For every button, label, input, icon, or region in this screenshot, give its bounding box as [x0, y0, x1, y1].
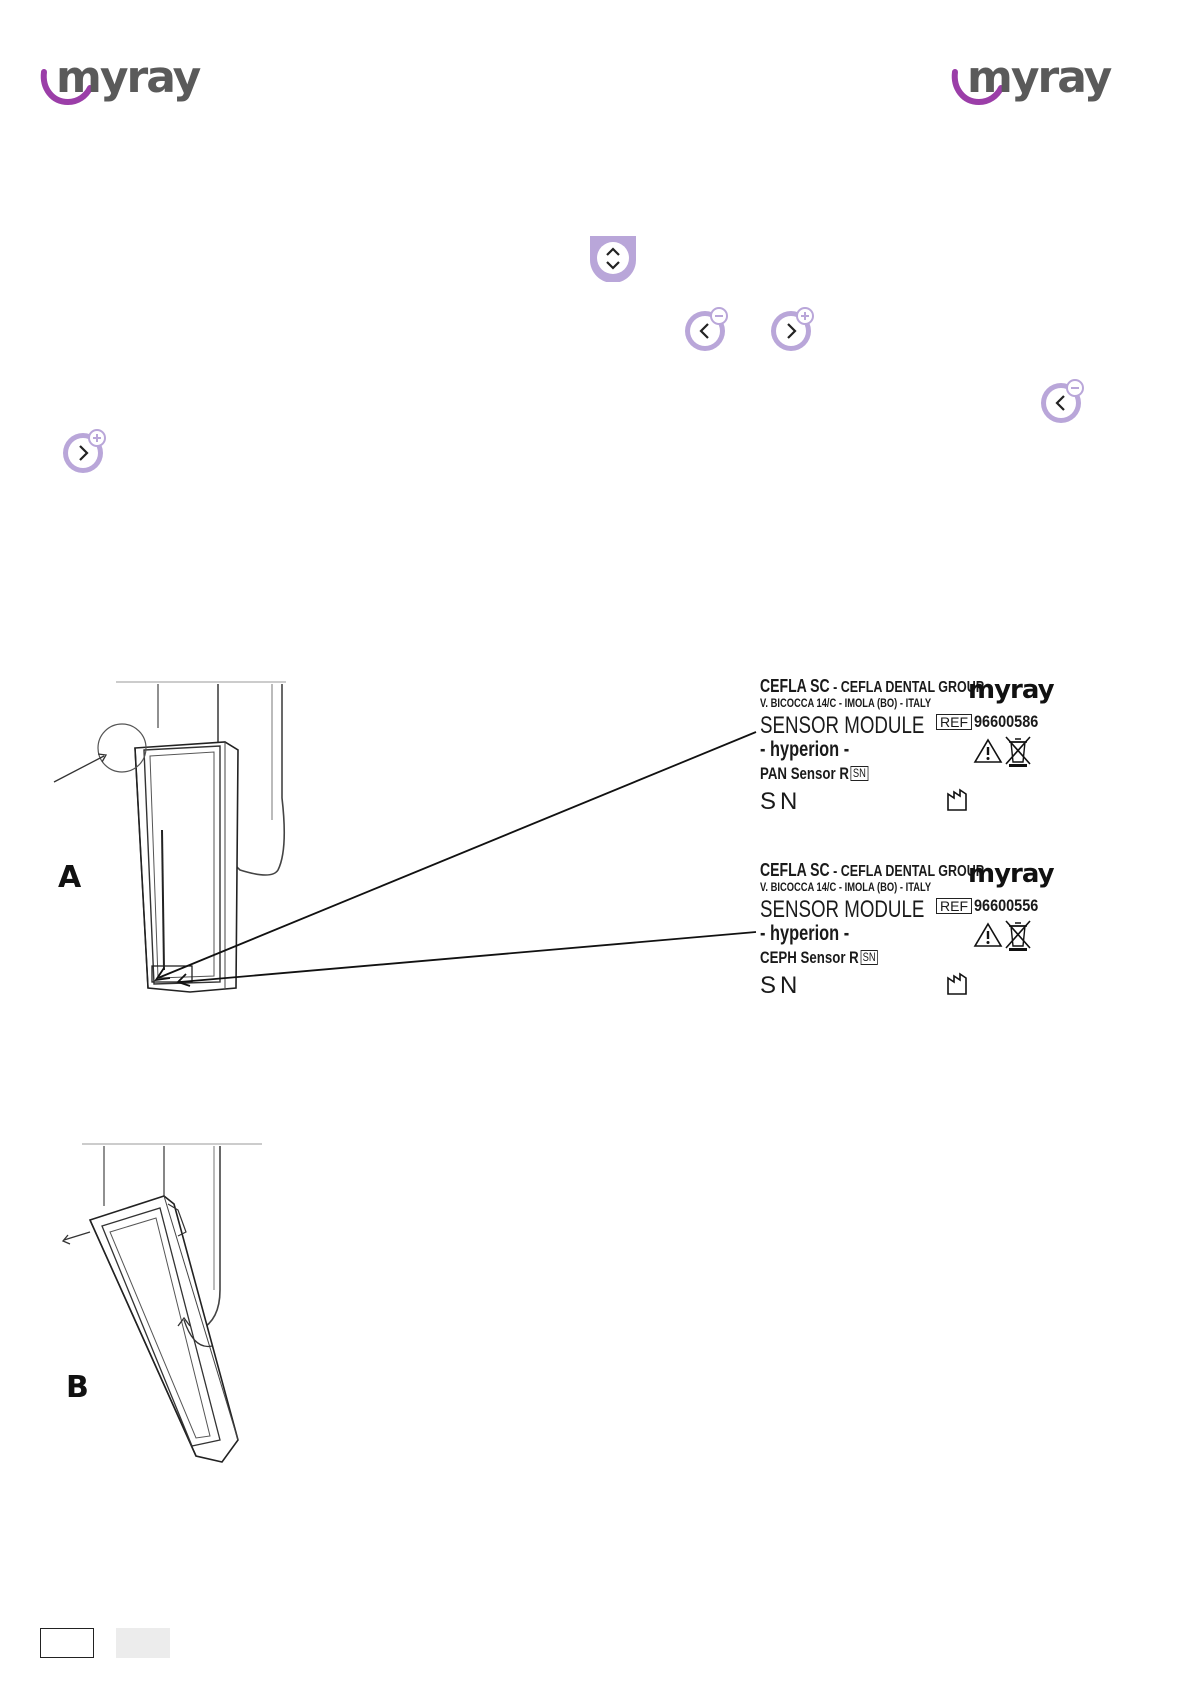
chevron-right-plus-icon — [62, 428, 108, 474]
label-company-line: CEFLA SC - CEFLA DENTAL GROUP — [760, 676, 985, 696]
label-serial-number: SN — [760, 788, 802, 815]
label-model: - hyperion - — [760, 922, 850, 945]
chevron-left-minus-icon — [684, 306, 730, 352]
label-myray-logo: myray — [968, 859, 1054, 889]
figure-a-sensor-drawing — [40, 670, 760, 1010]
label-myray-logo: myray — [968, 675, 1054, 705]
product-label-pan — [760, 676, 1060, 826]
weee-bin-icon — [1003, 734, 1033, 768]
chevron-left-minus-icon — [1040, 378, 1086, 424]
label-address: V. BICOCCA 14/C - IMOLA (BO) - ITALY — [760, 880, 932, 894]
page-number-box — [40, 1628, 94, 1658]
weee-bin-icon — [1003, 918, 1033, 952]
up-down-chevron-icon — [588, 234, 638, 282]
page-number-box-shaded — [116, 1628, 170, 1658]
label-product: SENSOR MODULE — [760, 896, 925, 923]
label-model: - hyperion - — [760, 738, 850, 761]
label-sensor: CEPH Sensor R SN — [760, 948, 878, 968]
figure-b-letter: B — [66, 1370, 89, 1405]
label-product: SENSOR MODULE — [760, 712, 925, 739]
warning-triangle-icon — [973, 922, 1003, 948]
figure-b-sensor-drawing — [60, 1140, 290, 1480]
manufacture-date-icon — [946, 788, 972, 812]
label-company-line: CEFLA SC - CEFLA DENTAL GROUP — [760, 860, 985, 880]
myray-logo-right — [949, 52, 1109, 112]
figure-a-letter: A — [58, 860, 82, 895]
label-serial-number: SN — [760, 972, 802, 999]
product-label-ceph — [760, 860, 1060, 1010]
logo-wordmark: myray — [967, 52, 1111, 103]
label-ref-number: 96600556 — [974, 896, 1039, 915]
logo-wordmark: myray — [56, 52, 200, 103]
warning-triangle-icon — [973, 738, 1003, 764]
myray-logo-left — [38, 52, 198, 112]
label-sensor: PAN Sensor R SN — [760, 764, 868, 784]
label-address: V. BICOCCA 14/C - IMOLA (BO) - ITALY — [760, 696, 932, 710]
chevron-right-plus-icon — [770, 306, 816, 352]
label-ref-box: REF — [936, 714, 972, 730]
label-ref-number: 96600586 — [974, 712, 1039, 731]
manufacture-date-icon — [946, 972, 972, 996]
label-ref-box: REF — [936, 898, 972, 914]
